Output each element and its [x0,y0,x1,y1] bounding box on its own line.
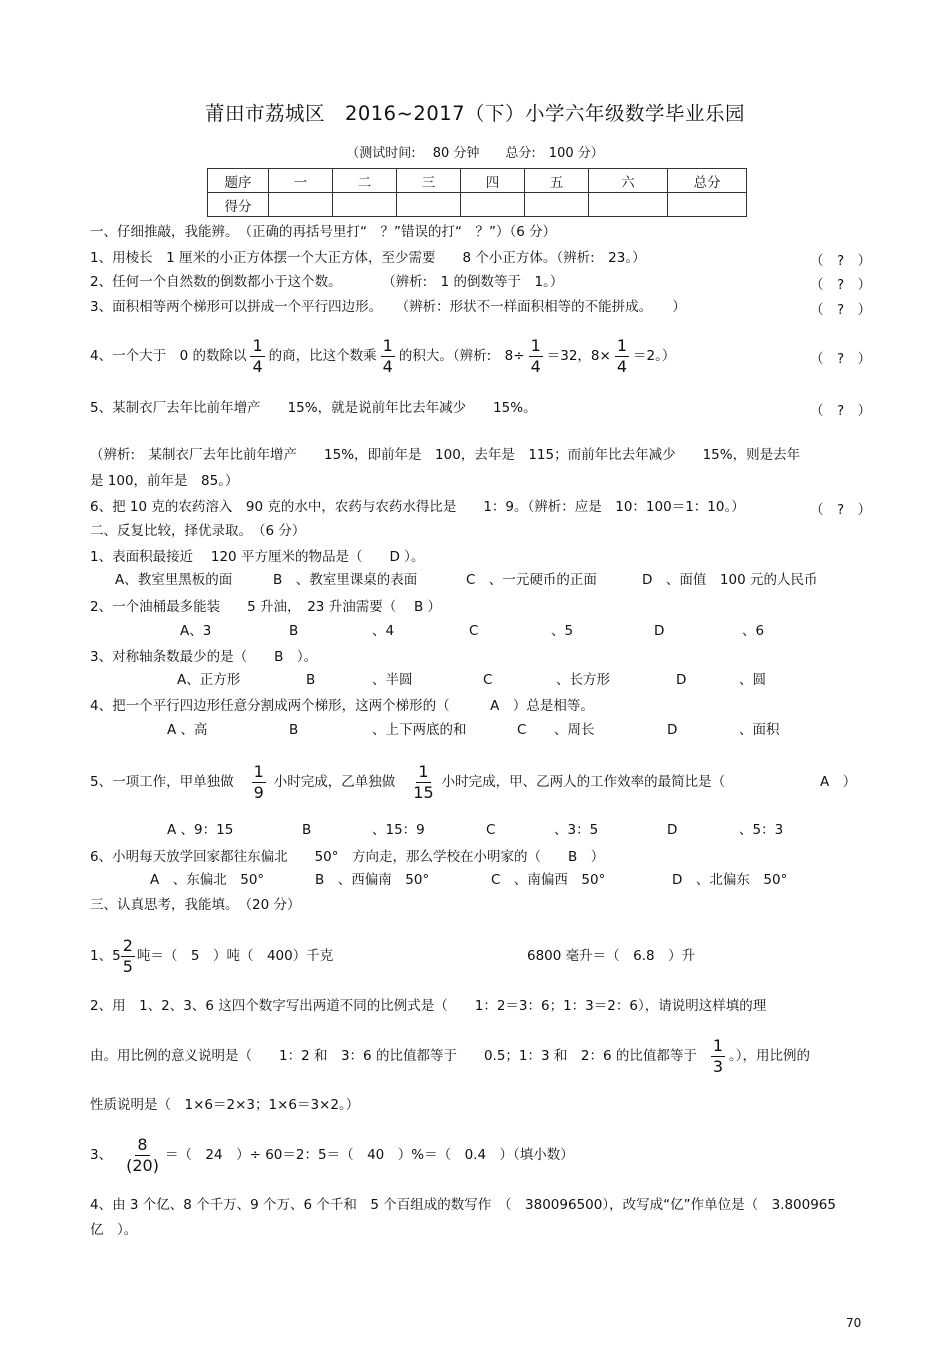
s2-q5-option-a: A 、9：15 [167,822,234,838]
fraction [411,761,435,802]
s2-q4-option-d-value: 、面积 [739,722,780,738]
page-title: 莆田市荔城区 2016~2017（下）小学六年级数学毕业乐园 [204,102,746,125]
s2-question-4: 4、把一个平行四边形任意分割成两个梯形，这两个梯形的（ A ）总是相等。 [90,698,594,714]
fraction-denominator: 15 [413,782,434,802]
s1-q2-answer-mark: （ ? ） [810,277,872,293]
s2-q6-option-c: C 、南偏西 50° [491,872,606,888]
score-table-cell: 三 [397,169,461,193]
s2-q5-text-a: 5、一项工作，甲单独做 [90,774,234,790]
score-table [207,168,747,217]
s1-question-6: 6、把 10 克的农药溶入 90 克的水中，农药与农药水得比是 1：9。（辨析：应是 10：100＝1：10。） [90,499,745,515]
score-table-row-label: 得分 [208,193,269,217]
s1-question-5: 5、某制衣厂去年比前年增产 15%，就是说前年比去年减少 15%。 [90,400,537,416]
s2-q5-text-c: 小时完成，甲、乙两人的工作效率的最简比是（ [441,774,726,790]
s2-question-6: 6、小明每天放学回家都往东偏北 50° 方向走，那么学校在小明家的（ B ） [90,849,605,865]
fraction-numerator: 1 [616,335,628,355]
section3-heading: 三、认真思考，我能填。 （20 分） [90,897,301,913]
fraction-numerator: 2 [122,935,133,955]
s2-q2-option-b-value: 、4 [372,623,395,639]
fraction [252,761,266,802]
fraction [711,1035,725,1076]
score-table-cell: 总分 [668,169,747,193]
fraction [124,1134,161,1175]
fraction [381,335,395,376]
fraction-numerator: 8 [137,1134,148,1154]
s2-q3-option-a: A、正方形 [177,672,241,688]
s2-q4-option-c-value: 、周长 [554,722,595,738]
s3-question-3 [90,1133,574,1177]
s2-q5-option-c-value: 、3：5 [554,822,599,838]
s1-q4-answer-mark: （ ? ） [810,351,872,367]
fraction-numerator: 1 [252,335,263,355]
s1-question-2: 2、任何一个自然数的倒数都小于这个数。 （辨析: 1 的倒数等于 1。） [90,274,564,290]
s2-q2-option-d-value: 、6 [742,623,765,639]
fraction-denominator: 4 [530,356,541,376]
fraction-denominator: (20) [126,1155,159,1175]
s3-q4-line2: 亿 ）。 [90,1222,138,1238]
fraction-denominator: 4 [252,356,263,376]
s2-q6-option-b: B 、西偏南 50° [315,872,430,888]
score-table-empty-cell [269,193,333,217]
s2-q3-option-d-letter: D [676,672,687,688]
s2-q2-option-b-letter: B [289,623,299,639]
score-table-empty-cell [589,193,668,217]
s2-q1-option-b: B 、教室里课桌的表面 [273,572,418,588]
score-table-cell: 六 [589,169,668,193]
s1-q4-text-c: 的积大。（辨析: 8÷ [398,348,525,364]
fraction-numerator: 1 [712,1035,724,1055]
s2-question-5 [90,760,725,804]
fraction-denominator: 9 [253,782,264,802]
s2-q5-option-b-value: 、15：9 [372,822,425,838]
score-table-empty-cell [461,193,525,217]
s2-q3-option-b-value: 、半圆 [372,672,413,688]
fraction-denominator: 3 [712,1056,724,1076]
s1-q4-text-e: ＝2。） [633,348,676,364]
s3-q2-line2 [90,1034,810,1078]
s2-q4-option-a: A 、高 [167,722,208,738]
s3-q2-line1: 2、用 1、2、3、6 这四个数字写出两道不同的比例式是（ 1：2＝3：6；1：3＝2：6），请说明这样填的理 [90,998,767,1014]
s2-q3-option-c-letter: C [483,672,493,688]
fraction-denominator: 4 [616,356,628,376]
s1-q4-text-d: ＝32，8× [546,348,611,364]
score-table-score-row [208,193,747,217]
fraction-numerator: 1 [253,761,264,781]
s2-q5-option-b-letter: B [302,822,312,838]
s2-question-3: 3、对称轴条数最少的是（ B ）。 [90,649,318,665]
s2-q3-option-d-value: 、圆 [739,672,766,688]
s2-q4-option-b-value: 、上下两底的和 [372,722,467,738]
s1-q5-analysis-line1: （辨析: 某制衣厂去年比前年增产 15%，即前年是 100，去年是 115；而前年比去年减少 15%，则是去年 [90,447,801,463]
s2-q4-option-b-letter: B [289,722,299,738]
s3-q1-text-c: 6800 毫升＝（ 6.8 ）升 [527,948,696,964]
s3-q1-text-b: 吨＝（ 5 ）吨（ 400）千克 [136,948,334,964]
s3-q3-text-b: ＝（ 24 ）÷ 60＝2：5＝（ 40 ）%＝（ 0.4 ）（填小数） [164,1147,574,1163]
s1-q3-answer-mark: （ ? ） [810,302,872,318]
s2-question-1: 1、表面积最接近 120 平方厘米的物品是（ D ）。 [90,549,425,565]
s2-question-2: 2、一个油桶最多能装 5 升油， 23 升油需要（ B ） [90,599,442,615]
s1-q4-text-a: 4、一个大于 0 的数除以 [90,348,247,364]
score-table-empty-cell [333,193,397,217]
s1-question-4 [90,336,675,376]
s2-q2-option-d-letter: D [654,623,665,639]
score-table-cell: 四 [461,169,525,193]
s2-q6-option-a: A 、东偏北 50° [150,872,265,888]
fraction [615,335,629,376]
s2-q6-option-d: D 、北偏东 50° [672,872,788,888]
s2-q3-option-b-letter: B [306,672,316,688]
s2-q1-option-a: A、教室里黑板的面 [115,572,233,588]
s2-q1-option-d: D 、面值 100 元的人民币 [642,572,818,588]
s3-q3-text-a: 3、 [90,1147,113,1163]
s3-q1-text-a: 1、5 [90,948,121,964]
fraction [250,335,264,376]
fraction-numerator: 1 [418,761,429,781]
section2-heading: 二、反复比较，择优录取。 （6 分） [90,523,306,539]
fraction [529,335,543,376]
s1-q5-analysis-line2: 是 100，前年是 85。） [90,473,239,489]
s1-question-3: 3、面积相等两个梯形可以拼成一个平行四边形。 （辨析：形状不一样面积相等的不能拼成。 ） [90,299,686,315]
s1-q4-text-b: 的商，比这个数乘 [268,348,377,364]
s2-q3-option-c-value: 、长方形 [556,672,610,688]
s2-q5-option-c-letter: C [486,822,496,838]
page-subtitle: （测试时间: 80 分钟 总分: 100 分） [346,146,604,161]
s2-q4-option-c-letter: C [517,722,527,738]
score-table-cell: 题序 [208,169,269,193]
s2-q5-option-d-letter: D [667,822,678,838]
s2-q1-option-c: C 、一元硬币的正面 [466,572,597,588]
score-table-empty-cell [525,193,589,217]
s1-q6-answer-mark: （ ? ） [810,502,872,518]
s2-q4-option-d-letter: D [667,722,678,738]
score-table-empty-cell [668,193,747,217]
score-table-header-row [208,169,747,193]
score-table-empty-cell [397,193,461,217]
s2-q5-answer: A ） [820,774,857,790]
s2-q2-option-c-letter: C [469,623,479,639]
score-table-cell: 一 [269,169,333,193]
fraction-numerator: 1 [530,335,541,355]
s2-q2-option-c-value: 、5 [551,623,574,639]
s3-question-1 [90,932,333,980]
fraction [121,935,135,976]
page-number: 70 [846,1316,862,1330]
fraction-numerator: 1 [382,335,393,355]
s2-q5-text-b: 小时完成，乙单独做 [273,774,396,790]
fraction-denominator: 5 [122,956,133,976]
score-table-cell: 五 [525,169,589,193]
s2-q5-option-d-value: 、5：3 [739,822,784,838]
s1-question-1: 1、用棱长 1 厘米的小正方体摆一个大正方体，至少需要 8 个小正方体。（辨析: 23。） [90,250,646,266]
fraction-denominator: 4 [382,356,393,376]
section1-heading: 一、仔细推敲，我能辨。 （正确的再括号里打“ ？”错误的打“ ？”）（6 分） [90,224,557,240]
s3-q2-line3: 性质说明是（ 1×6＝2×3；1×6＝3×2。） [90,1097,360,1113]
s3-q2-line2-text-b: 。），用比例的 [729,1048,811,1064]
s1-q5-answer-mark: （ ? ） [810,403,872,419]
score-table-cell: 二 [333,169,397,193]
s3-q2-line2-text-a: 由。用比例的意义说明是（ 1：2 和 3：6 的比值都等于 0.5；1：3 和 2：6 的比值都等于 [90,1048,697,1064]
s3-q4-line1: 4、由 3 个亿、8 个千万、9 个万、6 个千和 5 个百组成的数写作 （ 380096500），改写成“亿”作单位是（ 3.800965 [90,1197,836,1213]
s2-q2-option-a: A、3 [180,623,212,639]
s1-q1-answer-mark: （ ? ） [810,253,872,269]
